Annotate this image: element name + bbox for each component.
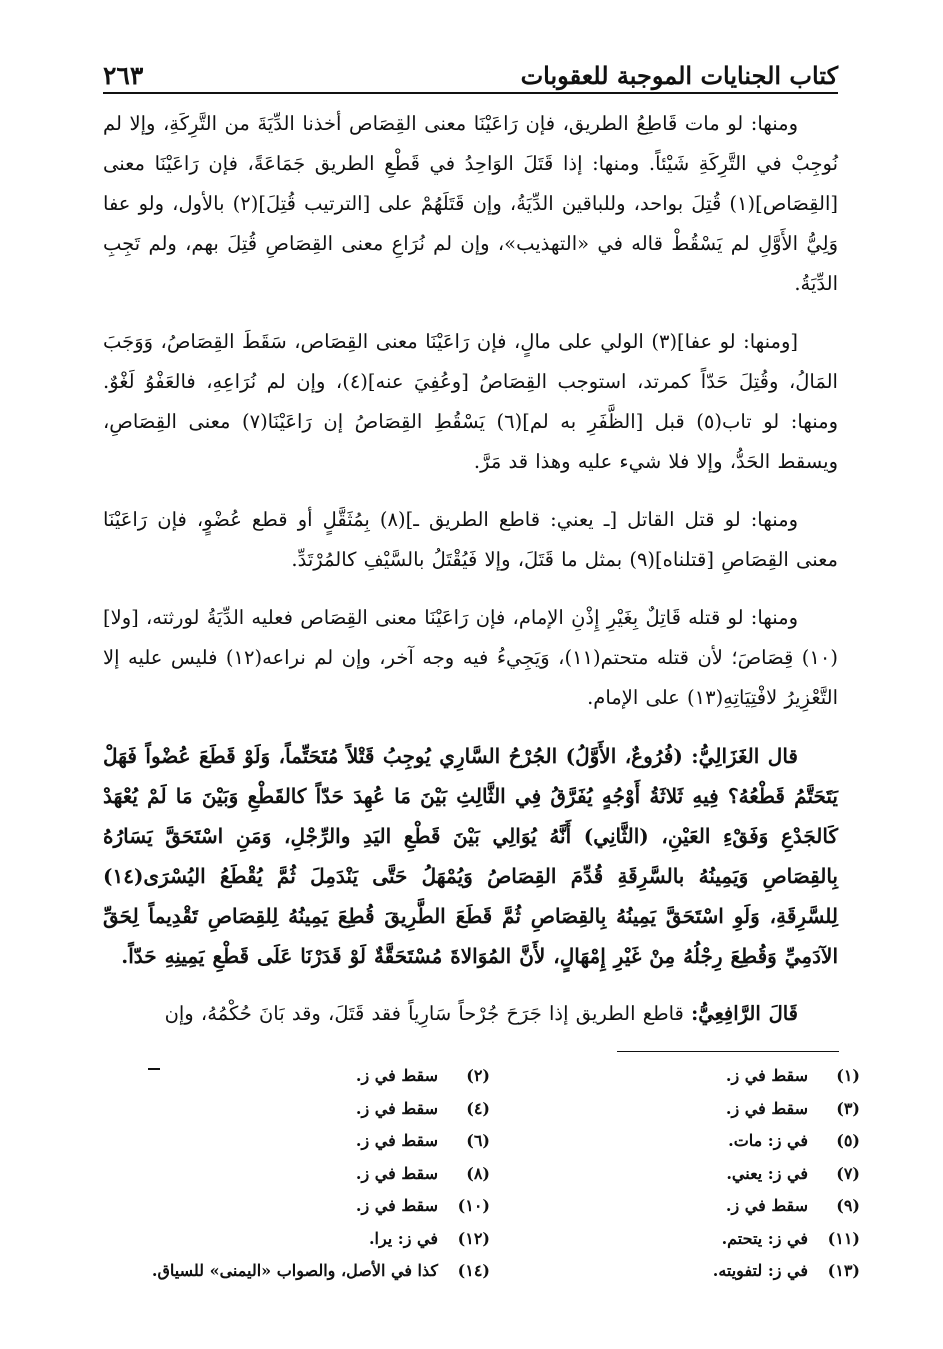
footnote-4: (٤)سقط في ز. — [355, 1098, 490, 1118]
footnote-2: (٢)سقط في ز. — [355, 1066, 490, 1085]
paragraph-1: ومنها: لو مات قَاطِعُ الطريق، فإن رَاعَيْنَا معنى القِصَاص أخذنا الدِّيَةَ من التَّرِكَةِ، وإلا لم نُوجِبْ في التَّرِكَةِ شَيْئاً. ومنها: إذا قَتَلَ الوَاحِدُ في قَطْعِ الطريق جَمَاعَةً، فإن رَاعَيْنَا معنى [القِصَاص](١) قُتِلَ بواحد، وللباقين الدِّيَةُ، وإن قَتَلَهُمْ على [الترتيب قُتِلَ](٢) بالأول، ولو عفا وَلِيُّ الأَوَّلِ لم يَسْقُطْ قاله في «التهذيب»، وإن لم نُرَاعِ معنى القِصَاصِ قُتِلَ بهم، ولم تَجِبِ الدِّيَةُ. — [103, 112, 838, 295]
paragraph-4: ومنها: لو قتله قَاتِلٌ بِغَيْرِ إِذْنِ الإمام، فإن رَاعَيْنَا معنى القِصَاص فعليه الدِّيَةُ لورثته، [ولا](١٠) قِصَاصَ؛ لأن قتله متحتم(١١)، وَيَجِيءُ فيه وجه آخر، وإن لم نراعه(١٢) فليس عليه إلا التَّعْزِيرُ لافْتِيَاتِهِ(١٣) على الإمام. — [103, 606, 838, 709]
footnote-8: (٨)سقط في ز. — [355, 1163, 490, 1183]
paragraph-2: [ومنها: لو عفا](٣) الولي على مالٍ، فإن رَاعَيْنَا معنى القِصَاص، سَقَطَ القِصَاصُ، وَوَجَبَ المَالُ، وقُتِلَ حَدّاً كمرتد، استوجب القِصَاصُ [وعُفِيَ عنه](٤)، وإن لم نُرَاعِهِ، فالعَفْوُ لَغْوٌ. ومنها: لو تاب(٥) قبل [الظَّفَرِ به لم](٦) يَسْقُطِ القِصَاصُ إن رَاعَيْنَا(٧) معنى القِصَاصِ، ويسقط الحَدُّ، وإلا فلا شيء عليه وهذا قد مَرَّ. — [103, 330, 838, 473]
footnote-11: (١١)في ز: يتحتم. — [721, 1228, 860, 1248]
speaker-rafii: قَالَ الرَّافِعِيُّ: — [691, 1002, 798, 1025]
footnote-13: (١٣)في ز: لتفويته. — [712, 1261, 860, 1280]
main-text — [103, 104, 838, 1052]
footnote-6: (٦)سقط في ز. — [355, 1131, 490, 1150]
footnote-7: (٧)في ز: يعني. — [726, 1163, 860, 1183]
paragraph-rafii — [103, 994, 838, 1034]
footnotes — [100, 1060, 860, 1288]
footnote-9: (٩)سقط في ز. — [725, 1196, 860, 1215]
footnote-14: (١٤)كذا في الأصل، والصواب «اليمنى» للسياق. — [151, 1261, 490, 1280]
page-number: ٢٦٣ — [103, 61, 144, 90]
header-rule — [103, 92, 838, 94]
footnote-3: (٣)سقط في ز. — [725, 1098, 860, 1118]
paragraph-ghazali — [103, 736, 838, 976]
paragraph-3: ومنها: لو قتل القاتل [ـ يعني: قاطع الطريق ـ](٨) بِمُثَقَّلٍ أو قطع عُضْوٍ، فإن رَاعَيْنَا معنى القِصَاصِ [قتلناه](٩) بمثل ما قَتَلَ، وإلا فَيُقْتَلُ بالسَّيْفِ كالمُرْتَدِّ. — [103, 508, 838, 571]
footnote-12: (١٢)في ز: يرا. — [368, 1228, 490, 1248]
footnote-10: (١٠)سقط في ز. — [355, 1196, 490, 1215]
page-header — [103, 46, 838, 90]
footnote-1: (١)سقط في ز. — [725, 1066, 860, 1085]
footnote-5: (٥)في ز: مات. — [728, 1131, 860, 1150]
paragraph-ghazali-text: (فُرُوعٌ، الأَوَّلُ) الجُرْحُ السَّارِي يُوجِبُ قَتْلاً مُتَحَتِّماً، وَلَوْ قَطَعَ عُضْواً فَهَلْ يَتَحَتَّمُ قَطْعُهُ؟ فِيهِ ثَلاثَةُ أَوْجُهٍ يُفَرَّقُ فِي الثَّالِثِ بَيْنَ مَا عُهِدَ حَدّاً كالقَطْعِ وَبَيْنَ مَا لَمْ يُعْهَدْ كَالجَدْعِ وَفَقْءِ العَيْنِ، (الثَّانِي) أَنَّهُ يُوَالِي بَيْنَ قَطْعِ اليَدِ والرِّجْلِ، وَمَنِ اسْتَحَقَّ يَسَارُهُ بِالقِصَاصِ وَيَمِينُهُ بالسَّرِقَةِ قُدِّمَ القِصَاصُ وَيُمْهَلُ حَتَّى يَنْدَمِلَ ثُمَّ يُقْطَعُ اليُسْرَى(١٤) لِلسَّرِقَةِ، وَلَوِ اسْتَحَقَّ يَمِينُهُ بِالقِصَاصِ ثُمَّ قَطَعَ الطَّرِيقَ قُطِعَ يَمِينُهُ لِلقِصَاصِ تَقْدِيماً لِحَقِّ الآدَمِيِّ وَقُطِعَ رِجْلُهُ مِنْ غَيْرِ إِمْهَالٍ، لأَنَّ المُوَالاةَ مُسْتَحَقَّةٌ لَوْ قَدَرْنَا عَلَى قَطْعِ يَمِينِهِ حَدّاً. — [103, 744, 838, 968]
paragraph-rafii-text: قاطع الطريق إذا جَرَحَ جُرْحاً سَارِياً فقد قَتَلَ، وقد بَانَ حُكْمُهُ، وإن — [164, 1002, 684, 1025]
footnote-rule — [617, 1051, 839, 1052]
running-title: كتاب الجنايات الموجبة للعقوبات — [520, 61, 838, 90]
speaker-ghazali: قال الغَزَالِيُّ: — [691, 744, 798, 768]
